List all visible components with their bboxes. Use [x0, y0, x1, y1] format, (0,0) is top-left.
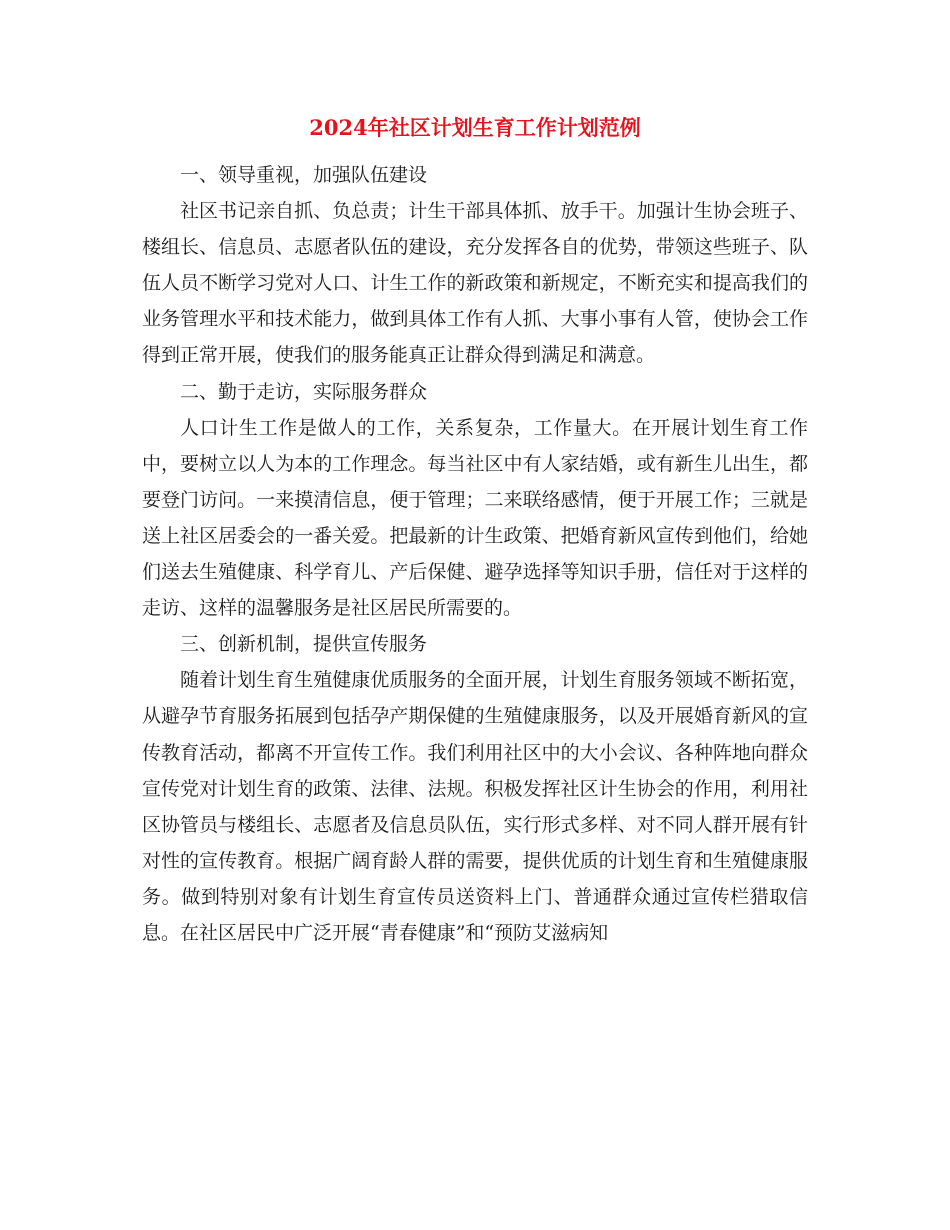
document-body — [142, 157, 808, 951]
section-heading-3: 三、创新机制，提供宣传服务 — [180, 633, 428, 656]
document-title: 2024年社区计划生育工作计划范例 — [309, 115, 641, 140]
section-heading-2: 二、勤于走访，实际服务群众 — [180, 380, 428, 403]
paragraph-2: 人口计生工作是做人的工作，关系复杂，工作量大。在开展计划生育工作中，要树立以人为本的工作理念。每当社区中有人家结婚，或有新生儿出生，都要登门访问。一来摸清信息，便于管理；二来联络感情，便于开展工作；三就是送上社区居委会的一番关爱。把最新的计生政策、把婚育新风宣传到他们，给她们送去生殖健康、科学育儿、产后保健、避孕选择等知识手册，信任对于这样的走访、这样的温馨服务是社区居民所需要的。 — [142, 416, 808, 620]
section-heading-1: 一、领导重视，加强队伍建设 — [180, 164, 428, 186]
paragraph-3: 随着计划生育生殖健康优质服务的全面开展，计划生育服务领域不断拓宽，从避孕节育服务拓展到包括孕产期保健的生殖健康服务，以及开展婚育新风的宣传教育活动，都离不开宣传工作。我们利用社区中的大小会议、各种阵地向群众宣传党对计划生育的政策、法律、法规。积极发挥社区计生协会的作用，利用社区协管员与楼组长、志愿者及信息员队伍，实行形式多样、对不同人群开展有针对性的宣传教育。根据广阔育龄人群的需要，提供优质的计划生育和生殖健康服务。做到特别对象有计划生育宣传员送资料上门、普通群众通过宣传栏猎取信息。在社区居民中广泛开展“青春健康”和“预防艾滋病知 — [142, 669, 808, 944]
paragraph-1: 社区书记亲自抓、负总责；计生干部具体抓、放手干。加强计生协会班子、楼组长、信息员、志愿者队伍的建设，充分发挥各自的优势，带领这些班子、队伍人员不断学习党对人口、计生工作的新政策和新规定，不断充实和提高我们的业务管理水平和技术能力，做到具体工作有人抓、大事小事有人管，使协会工作得到正常开展，使我们的服务能真正让群众得到满足和满意。 — [142, 200, 808, 367]
